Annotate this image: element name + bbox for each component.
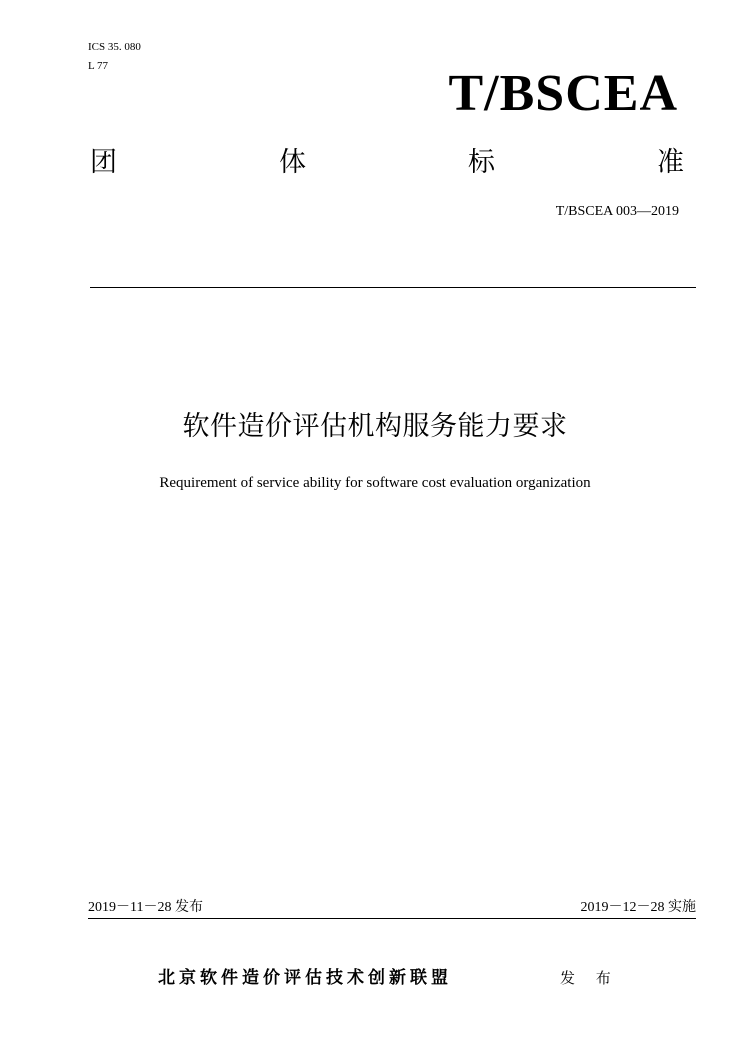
document-title-en: Requirement of service ability for software cost evaluation organization bbox=[159, 475, 591, 491]
publish-date: 2019－11－28 发布 bbox=[88, 900, 203, 915]
issuing-organization: 北京软件造价评估技术创新联盟 bbox=[158, 968, 452, 988]
standard-type-char: 标 bbox=[468, 147, 495, 178]
ics-code: ICS 35. 080 bbox=[88, 41, 141, 53]
standard-number: T/BSCEA 003—2019 bbox=[555, 204, 679, 219]
issue-label: 发 布 bbox=[560, 969, 619, 987]
document-title-cn: 软件造价评估机构服务能力要求 bbox=[182, 411, 568, 442]
implement-date: 2019－12－28 实施 bbox=[580, 900, 696, 915]
date-row bbox=[88, 899, 696, 917]
standard-type-char: 体 bbox=[279, 147, 306, 178]
header-divider bbox=[90, 287, 696, 288]
footer-divider bbox=[88, 918, 696, 919]
standard-brand: T/BSCEA bbox=[448, 65, 678, 122]
ccs-code: L 77 bbox=[88, 60, 109, 72]
standard-type-char: 准 bbox=[657, 147, 684, 178]
standard-type-heading bbox=[90, 145, 684, 181]
standard-type-char: 团 bbox=[90, 147, 117, 178]
